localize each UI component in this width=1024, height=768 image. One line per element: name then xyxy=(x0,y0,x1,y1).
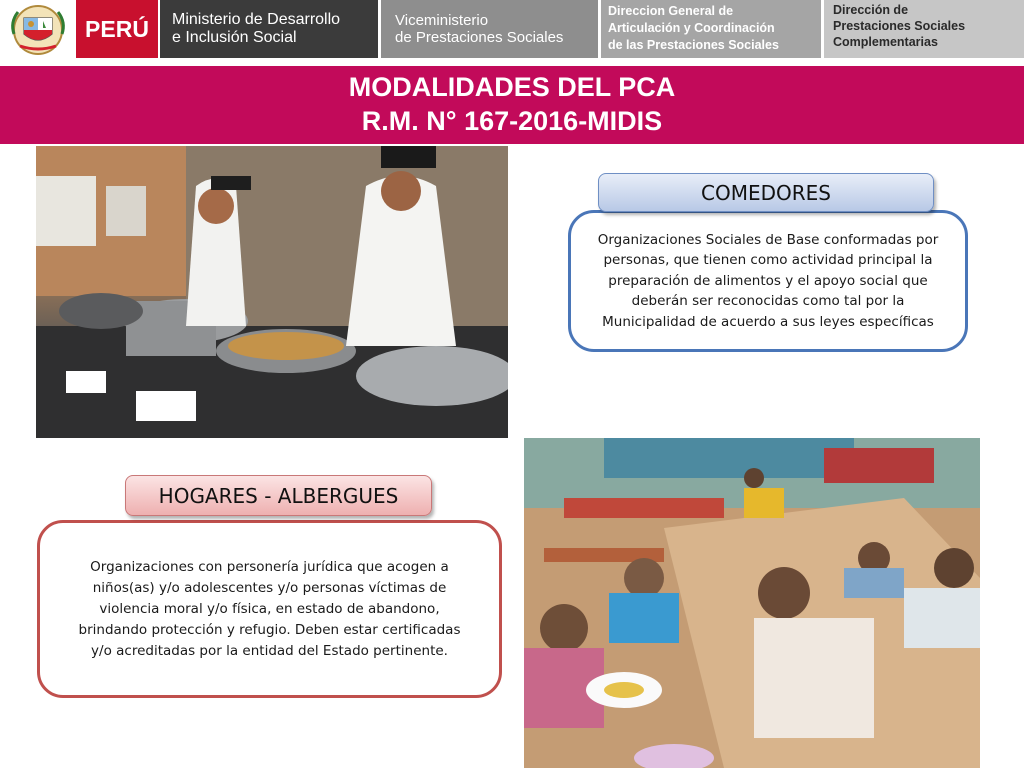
coat-of-arms-logo xyxy=(0,0,76,58)
viceministry-line-1: Viceministerio xyxy=(395,12,489,29)
comedores-label-text: COMEDORES xyxy=(701,181,831,205)
comedores-label xyxy=(598,173,934,212)
slide-title: MODALIDADES DEL PCA xyxy=(348,72,676,102)
hogares-label-text: HOGARES - ALBERGUES xyxy=(158,484,399,508)
peru-label xyxy=(76,0,158,58)
coat-of-arms-icon xyxy=(0,0,76,58)
direction-prestaciones-line-2: Prestaciones Sociales xyxy=(833,19,966,33)
direction-prestaciones-line-3: Complementarias xyxy=(833,35,938,49)
children-photo-illustration xyxy=(524,438,980,768)
children-photo xyxy=(524,438,980,768)
viceministry-block xyxy=(381,0,598,58)
header-band xyxy=(0,0,1024,60)
kitchen-photo xyxy=(36,146,508,438)
hogares-label xyxy=(125,475,432,516)
direction-general-line-3: de las Prestaciones Sociales xyxy=(608,38,779,52)
direction-prestaciones-block xyxy=(824,0,1024,58)
hogares-description: Organizaciones con personería jurídica que acogen a niños(as) y/o adolescentes y/o personas víctimas de violencia moral y/o física, en estado de abandono, brindando protección y refugio. Deben estar certificadas y/o acreditadas por la entidad del Estado pertinente. xyxy=(78,558,461,659)
comedores-description-box xyxy=(568,210,968,352)
direction-prestaciones-line-1: Dirección de xyxy=(833,3,909,17)
viceministry-line-2: de Prestaciones Sociales xyxy=(395,29,564,46)
title-bar xyxy=(0,66,1024,144)
kitchen-photo-illustration xyxy=(36,146,508,438)
ministry-line-2: e Inclusión Social xyxy=(172,29,297,46)
comedores-description: Organizaciones Sociales de Base conformadas por personas, que tienen como actividad principal la preparación de alimentos y el apoyo social que deberán ser reconocidas como tal por la Municipalidad de acuerdo a sus leyes específicas xyxy=(597,231,939,330)
ministry-line-1: Ministerio de Desarrollo xyxy=(172,11,341,28)
hogares-description-box xyxy=(37,520,502,698)
direction-general-line-1: Direccion General de xyxy=(608,4,734,18)
direction-general-block xyxy=(601,0,821,58)
ministry-block xyxy=(160,0,378,58)
slide-subtitle: R.M. N° 167-2016-MIDIS xyxy=(361,106,663,136)
direction-general-line-2: Articulación y Coordinación xyxy=(608,21,775,35)
peru-text: PERÚ xyxy=(85,15,149,42)
